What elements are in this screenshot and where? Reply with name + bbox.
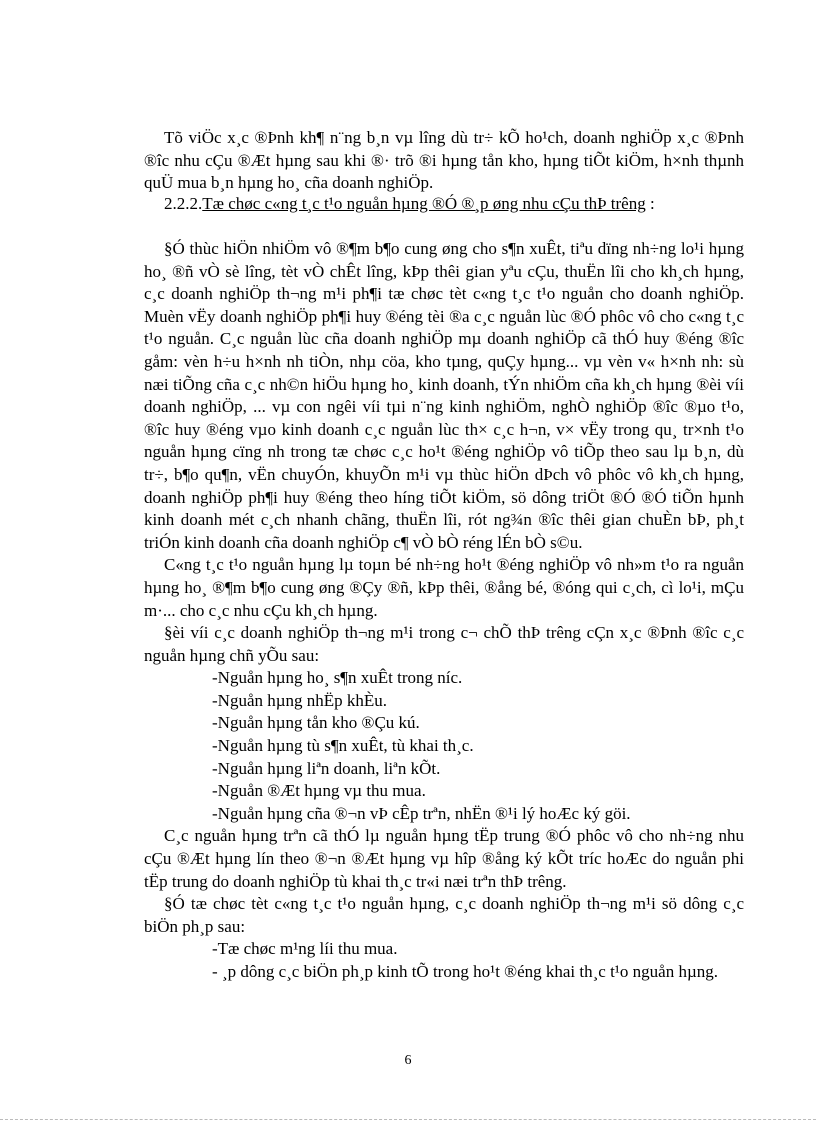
- list-item: -Nguån hµng ho¸ s¶n xuÊt trong níc.: [212, 668, 463, 688]
- list-item: -Nguån hµng tån kho ®Çu kú.: [212, 713, 420, 733]
- body-text: [144, 127, 744, 195]
- paragraph-intro: Tõ viÖc x¸c ®Þnh kh¶ n¨ng b¸n vµ lîng dù tr÷ kÕ ho¹ch, doanh nghiÖp x¸c ®Þnh ®îc nhu cÇu ®Æt hµng sau khi ®· trõ ®i hµng tån kho, hµng tiÕt kiÖm, h×nh thµnh quÜ mua b¸n hµng ho¸ cña doanh nghiÖp.: [144, 128, 744, 193]
- list-item: -Nguån hµng nhËp khÈu.: [212, 690, 388, 710]
- list-item: -Tæ chøc m¹ng líi thu mua.: [212, 939, 398, 959]
- page-number: 6: [404, 1053, 412, 1068]
- main-body: [144, 238, 744, 984]
- paragraph-resources: §Ó thùc hiÖn nhiÖm vô ®¶m b¶o cung øng cho s¶n xuÊt, tiªu dïng nh÷ng lo¹i hµng ho¸ ®ñ vÒ sè lîng, tèt vÒ chÊt lîng, kÞp thêi gian yªu cÇu, thuËn lîi cho kh¸ch hµng, c¸c doanh nghiÖp th¬ng m¹i ph¶i tæ chøc tèt c«ng t¸c t¹o nguån cho doanh nghiÖp. Muèn vËy doanh nghiÖp ph¶i huy ®éng tèi ®a c¸c nguån lùc ®Ó phôc vô cho c«ng t¸c t¹o nguån. C¸c nguån lùc cña doanh nghiÖp mµ doanh nghiÖp cã thÓ huy ®éng ®îc gåm: vèn h÷u h×nh nh tiÒn, nhµ cöa, kho tµng, quÇy hµng... vµ vèn v« h×nh nh: sù næi tiÕng cña c¸c nh©n hiÖu hµng ho¸ kinh doanh, tÝn nhiÖm cña kh¸ch hµng ®èi víi doanh nghiÖp, ... vµ con ngêi víi tµi n¨ng kinh nghiÖm, nghÒ nghiÖp ®îc ®µo t¹o, ®îc huy ®éng vµo kinh doanh c¸c nguån lùc th× c¸c h¬n, v× vËy trong qu¸ tr×nh t¹o nguån hµng cïng nh trong tæ chøc c¸c ho¹t ®éng nghiÖp vô tiÕp theo sau lµ b¸n, dù tr÷, b¶o qu¶n, vËn chuyÓn, khuyÕn m¹i vµ thùc hiÖn dÞch vô phôc vô kh¸ch hµng, doanh nghiÖp ph¶i huy ®éng theo híng tiÕt kiÖm, sö dông triÖt ®Ó ®Ó tiÕn hµnh kinh doanh mét c¸ch nhanh chãng, thuËn lîi, rót ng¾n ®îc thêi gian chuÈn bÞ, ph¸t triÓn kinh doanh cña doanh nghiÖp c¶ vÒ bÒ réng lÉn bÒ s©u.: [144, 239, 744, 552]
- list-item: -Nguån hµng tù s¶n xuÊt, tù khai th¸c.: [212, 736, 474, 756]
- measures-list: [144, 938, 744, 983]
- paragraph-definition: C«ng t¸c t¹o nguån hµng lµ toµn bé nh÷ng ho¹t ®éng nghiÖp vô nh»m t¹o ra nguån hµng ho¸ ®¶m b¶o cung øng ®Çy ®ñ, kÞp thêi, ®ång bé, ®óng qui c¸ch, cì lo¹i, mÇu m·... cho c¸c nhu cÇu kh¸ch hµng.: [144, 555, 744, 620]
- list-item: - ¸p dông c¸c biÖn ph¸p kinh tÕ trong ho¹t ®éng khai th¸c t¹o nguån hµng.: [212, 962, 718, 981]
- list-item: -Nguån ®Æt hµng vµ thu mua.: [212, 781, 426, 801]
- paragraph-sources-nature: C¸c nguån hµng trªn cã thÓ lµ nguån hµng tËp trung ®Ó phôc vô cho nh÷ng nhu cÇu ®Æt hµng lín theo ®¬n ®Æt hµng vµ hîp ®ång ký kÕt tríc hoÆc do nguån phi tËp trung do doanh nghiÖp tù khai th¸c tr«i næi trªn thÞ trêng.: [144, 826, 744, 891]
- sources-list: [144, 667, 744, 825]
- paragraph-sources-intro: §èi víi c¸c doanh nghiÖp th¬ng m¹i trong c¬ chÕ thÞ trêng cÇn x¸c ®Þnh ®îc c¸c nguån hµng chñ yÕu sau:: [144, 623, 744, 665]
- heading-suffix: :: [645, 194, 655, 213]
- heading-number: 2.2.2.: [164, 194, 203, 213]
- list-item: -Nguån hµng liªn doanh, liªn kÕt.: [212, 758, 441, 778]
- heading-title: Tæ chøc c«ng t¸c t¹o nguån hµng ®Ó ®¸p øng nhu cÇu thÞ trêng: [202, 194, 646, 213]
- section-heading: [144, 193, 744, 216]
- list-item: -Nguån hµng cña ®¬n vÞ cÊp trªn, nhËn ®¹i lý hoÆc ký göi.: [212, 803, 631, 823]
- section-heading-block: [144, 193, 744, 216]
- paragraph-measures-intro: §Ó tæ chøc tèt c«ng t¸c t¹o nguån hµng, c¸c doanh nghiÖp th¬ng m¹i sö dông c¸c biÖn ph¸p sau:: [144, 894, 744, 936]
- page-bottom-divider: [0, 1119, 816, 1120]
